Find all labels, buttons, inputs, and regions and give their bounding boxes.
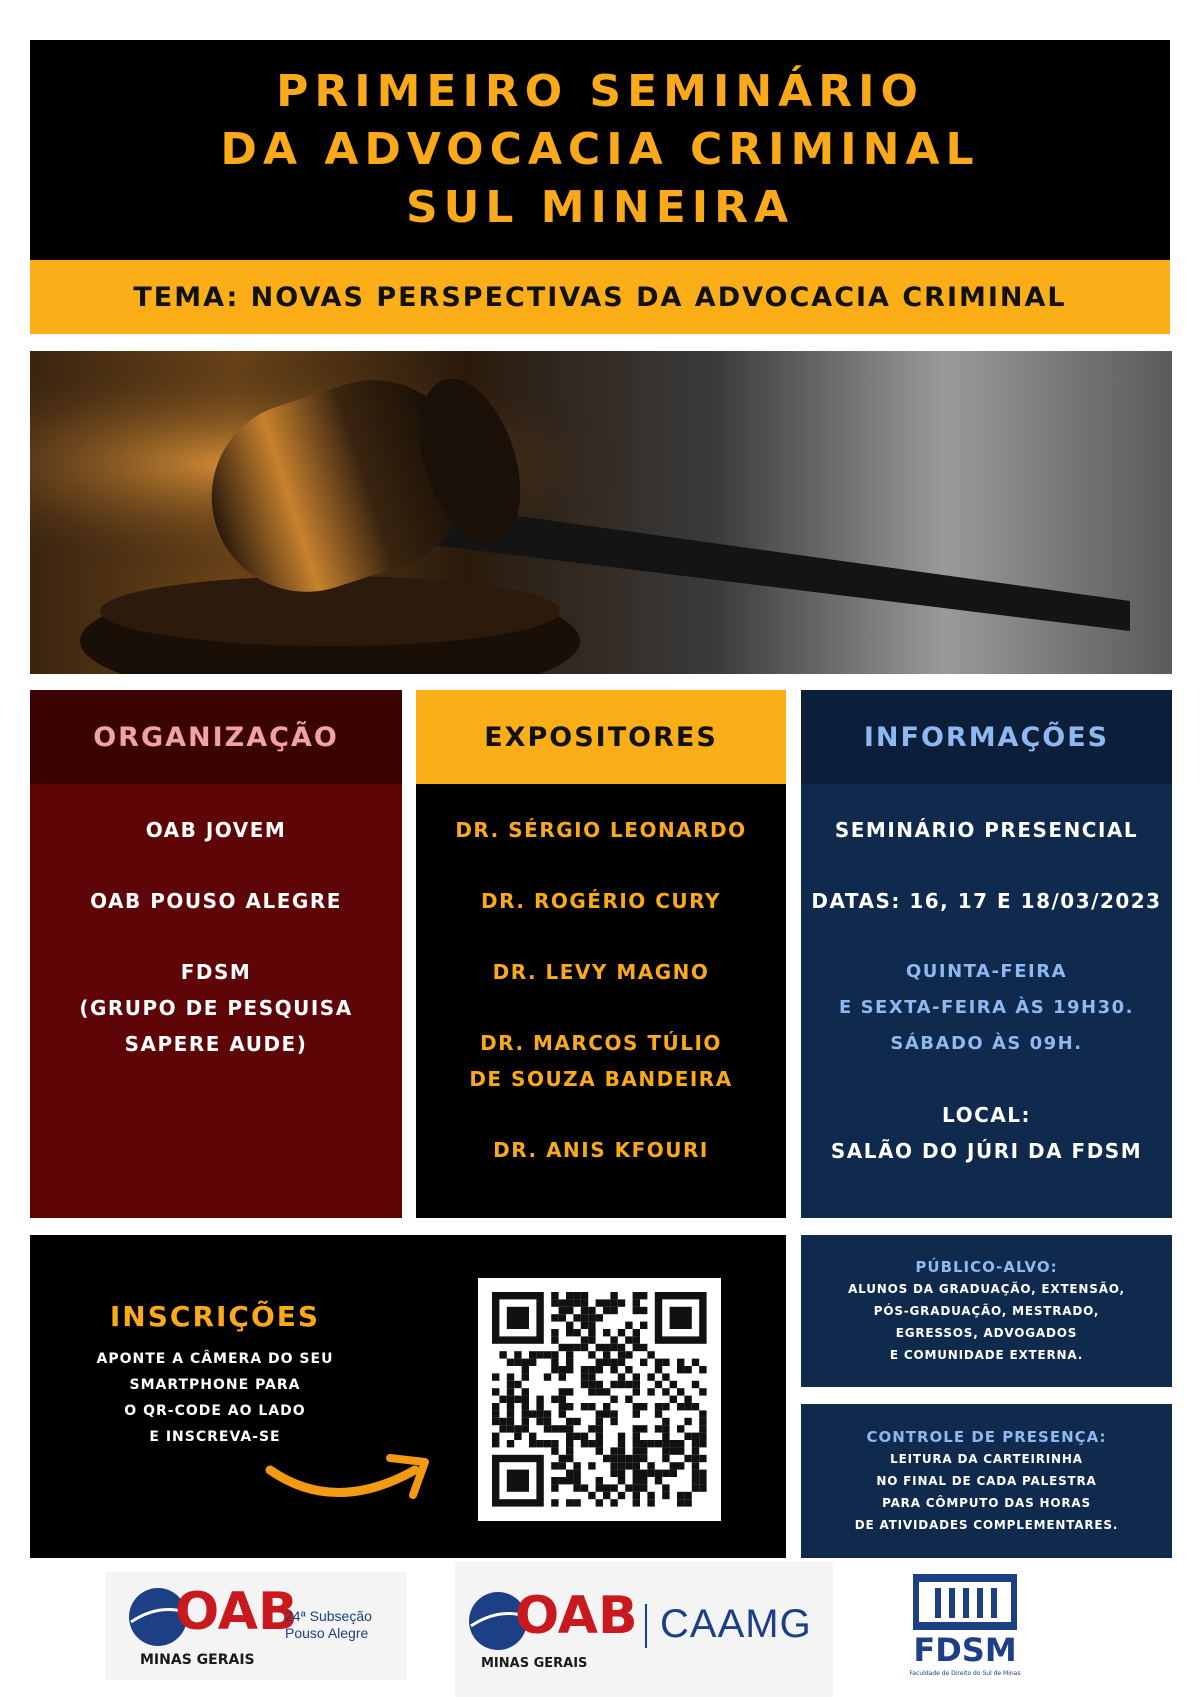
inscricoes-title: INSCRIÇÕES xyxy=(109,1300,321,1333)
oab-letters: OAB xyxy=(515,1586,638,1646)
expositor-item: DR. ANIS KFOURI xyxy=(493,1138,709,1162)
theme-bar xyxy=(30,260,1170,334)
org-item-oab-jovem: OAB JOVEM xyxy=(145,818,287,842)
fdsm-wordmark: FDSM xyxy=(913,1631,1017,1669)
org-item-oab-pouso-alegre: OAB POUSO ALEGRE xyxy=(90,889,342,913)
logo-divider xyxy=(645,1604,647,1648)
fdsm-full-name: Faculdade de Direito do Sul de Minas xyxy=(909,1670,1021,1677)
gavel-photo xyxy=(30,351,1172,674)
curved-arrow-icon xyxy=(265,1440,445,1520)
info-modalidade: SEMINÁRIO PRESENCIAL xyxy=(834,818,1139,842)
qr-code[interactable] xyxy=(478,1278,721,1521)
oab-letters: OAB xyxy=(175,1582,298,1642)
expositores-heading: EXPOSITORES xyxy=(416,690,786,784)
inscricoes-instructions: APONTE A CÂMERA DO SEU SMARTPHONE PARA O QR-CODE AO LADO E INSCREVA-SE xyxy=(96,1351,334,1445)
expositor-item: DR. SÉRGIO LEONARDO xyxy=(455,818,747,842)
oab-subsecao-line-1: 24ª Subseção xyxy=(285,1608,372,1624)
expositor-item: DR. LEVY MAGNO xyxy=(492,960,710,984)
informacoes-heading: INFORMAÇÕES xyxy=(801,690,1172,784)
controle-presenca-line: PARA CÔMPUTO DAS HORAS xyxy=(882,1496,1091,1510)
info-datas: DATAS: 16, 17 E 18/03/2023 xyxy=(811,889,1162,913)
oab-subsecao-line-2: Pouso Alegre xyxy=(285,1625,369,1641)
expositor-item: DR. ROGÉRIO CURY xyxy=(481,889,721,913)
oab-state: MINAS GERAIS xyxy=(481,1656,588,1671)
info-local: LOCAL: SALÃO DO JÚRI DA FDSM xyxy=(830,1103,1143,1163)
expositores-column xyxy=(416,690,786,1218)
organizacao-heading: ORGANIZAÇÃO xyxy=(30,690,402,784)
title-line-3: SUL MINEIRA xyxy=(405,182,795,233)
oab-caamg-logo xyxy=(455,1562,833,1697)
publico-alvo-line: EGRESSOS, ADVOGADOS xyxy=(895,1326,1078,1340)
info-horarios: QUINTA-FEIRA E SEXTA-FEIRA ÀS 19H30. SÁBADO ÀS 09H. xyxy=(839,961,1134,1054)
org-item-fdsm: FDSM (GRUPO DE PESQUISA SAPERE AUDE) xyxy=(79,960,353,1056)
publico-alvo-line: E COMUNIDADE EXTERNA. xyxy=(889,1348,1084,1362)
title-banner xyxy=(30,40,1170,260)
controle-presenca-line: DE ATIVIDADES COMPLEMENTARES. xyxy=(854,1518,1119,1532)
expositor-item: DR. MARCOS TÚLIO DE SOUZA BANDEIRA xyxy=(469,1031,733,1091)
building-icon xyxy=(905,1570,1025,1632)
qr-code-icon xyxy=(478,1278,721,1521)
publico-alvo-title: PÚBLICO-ALVO: xyxy=(915,1258,1058,1276)
organizacao-column xyxy=(30,690,402,1218)
caamg-wordmark: CAAMG xyxy=(660,1602,812,1646)
controle-presenca-line: LEITURA DA CARTEIRINHA xyxy=(890,1452,1083,1466)
publico-alvo-box xyxy=(801,1235,1172,1387)
title-line-2: DA ADVOCACIA CRIMINAL xyxy=(220,124,980,175)
oab-pouso-alegre-logo xyxy=(105,1572,407,1680)
controle-presenca-line: NO FINAL DE CADA PALESTRA xyxy=(876,1474,1097,1488)
publico-alvo-line: ALUNOS DA GRADUAÇÃO, EXTENSÃO, xyxy=(848,1282,1125,1296)
publico-alvo-line: PÓS-GRADUAÇÃO, MESTRADO, xyxy=(873,1304,1100,1318)
gavel-illustration xyxy=(30,351,1172,674)
fdsm-logo xyxy=(905,1570,1025,1682)
controle-presenca-title: CONTROLE DE PRESENÇA: xyxy=(866,1428,1107,1446)
informacoes-column xyxy=(801,690,1172,1218)
title-line-1: PRIMEIRO SEMINÁRIO xyxy=(276,66,924,117)
theme-text: TEMA: NOVAS PERSPECTIVAS DA ADVOCACIA CRIMINAL xyxy=(133,281,1067,313)
controle-presenca-box xyxy=(801,1404,1172,1558)
oab-state: MINAS GERAIS xyxy=(140,1652,255,1668)
